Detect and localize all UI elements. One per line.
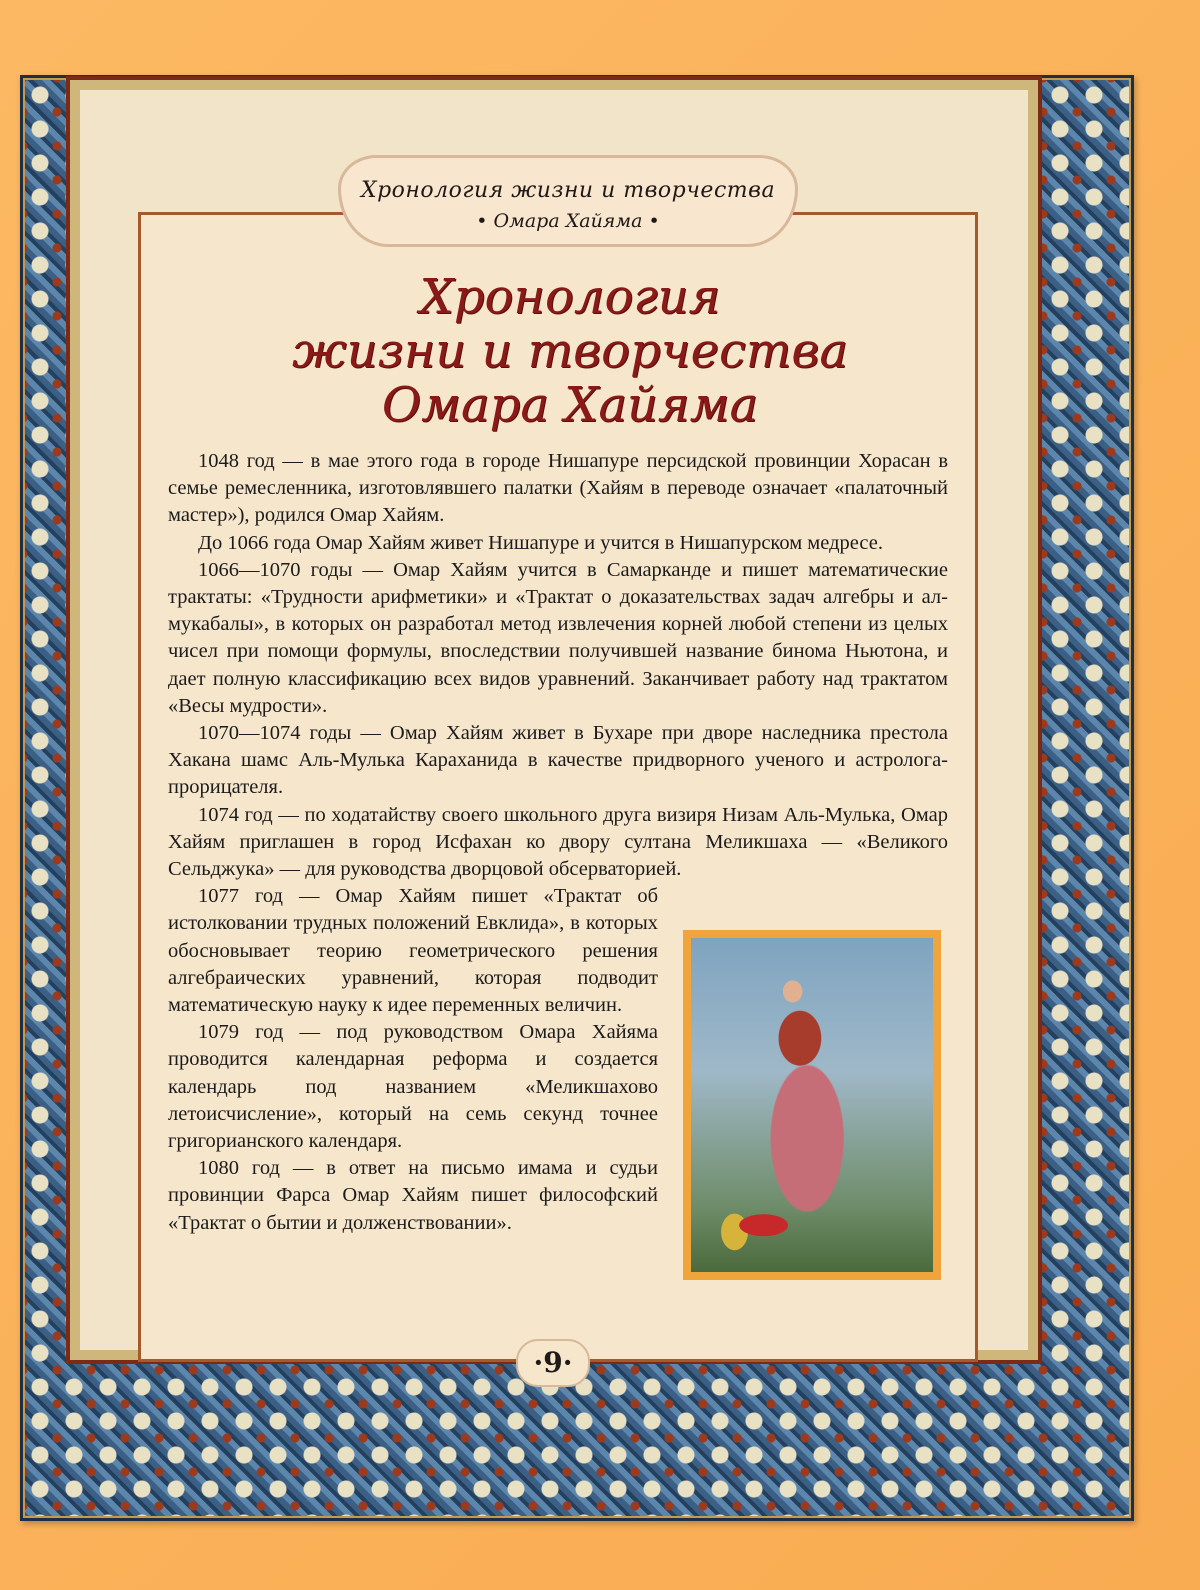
title-line3: Омара Хайяма: [381, 377, 759, 433]
banner-title-line1: Хронология жизни и творчества: [360, 178, 776, 203]
page-number: ·9·: [516, 1339, 590, 1387]
paragraph: 1070—1074 годы — Омар Хайям живет в Бухаре при дворе наследника престола Хакана шамс Аль-Мулька Караханида в качестве придворного ученого и астролога-прорицателя.: [168, 722, 948, 799]
wrapped-text-column: [168, 883, 658, 1237]
header-banner: [338, 155, 798, 247]
paragraph: 1077 год — Омар Хайям пишет «Трактат об истолковании трудных положений Евклида», в которых обосновывает теорию геометрического решения алгебраических уравнений, которая подводит математическую науку к идее переменных величин.: [168, 885, 658, 1017]
title-line1: Хронология: [419, 269, 721, 325]
paragraph: 1066—1070 годы — Омар Хайям учится в Самарканде и пишет математические трактаты: «Трудности арифметики» и «Трактат о доказательствах задач алгебры и ал-мукабалы», в которых он разработал метод извлечения корней любой степени из целых чисел при помощи формулы, впоследствии получившей название бинома Ньютона, и дает полную классификацию всех видов уравнений. Заканчивает работу над трактатом «Весы мудрости».: [168, 558, 948, 717]
illustration-image: [691, 938, 933, 1272]
illustration-frame: [683, 930, 941, 1280]
page-title: [200, 270, 940, 432]
paragraph: 1079 год — под руководством Омара Хайяма проводится календарная реформа и создается календарь под названием «Меликшахово летоисчисление», который на семь секунд точнее григорианского календаря.: [168, 1021, 658, 1153]
title-line2: жизни и творчества: [292, 323, 848, 379]
paragraph: 1074 год — по ходатайству своего школьного друга визиря Низам Аль-Мулька, Омар Хайям приглашен в город Исфахан ко двору султана Меликшаха — «Великого Сельджука» — для руководства дворцовой обсерваторией.: [168, 803, 948, 881]
paragraph: 1048 год — в мае этого года в городе Нишапуре персидской провинции Хорасан в семье ремесленника, изготовлявшего палатки (Хайям в переводе означает «палаточный мастер»), родился Омар Хайям.: [168, 450, 948, 527]
banner-title-line2: • Омара Хайяма •: [476, 210, 660, 232]
paragraph: 1080 год — в ответ на письмо имама и судьи провинции Фарса Омар Хайям пишет философский «Трактат о бытии и долженствовании».: [168, 1157, 658, 1234]
paragraph: До 1066 года Омар Хайям живет Нишапуре и учится в Нишапурском медресе.: [198, 531, 883, 554]
